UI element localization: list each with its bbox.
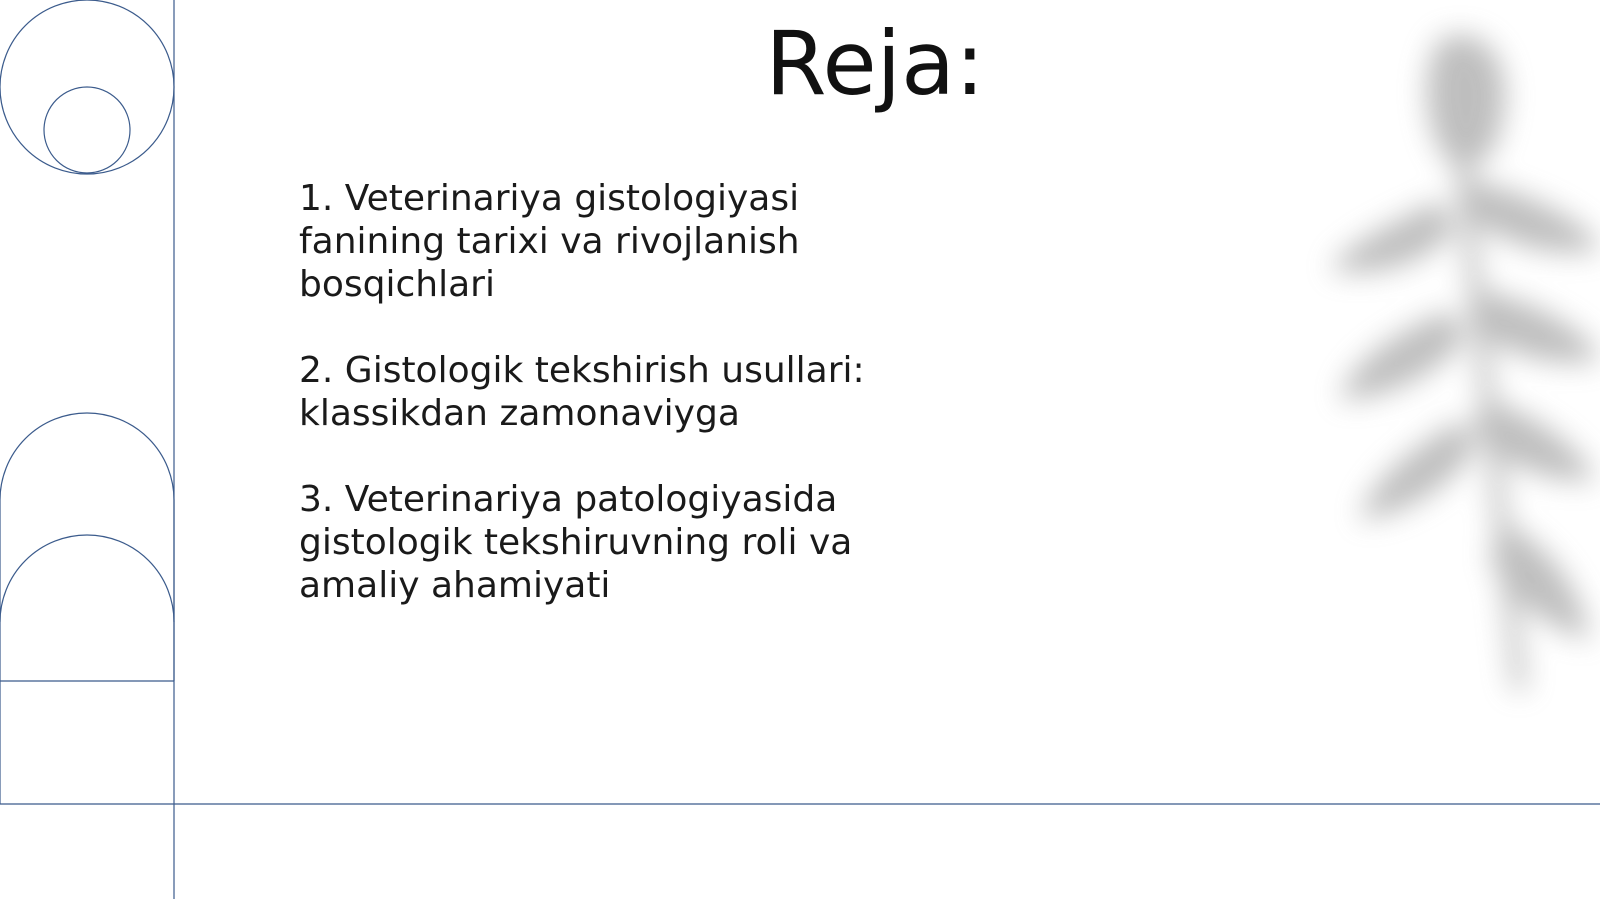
plan-item-1: 1. Veterinariya gistologiyasi fanining tarixi va rivojlanish bosqichlari bbox=[299, 178, 800, 305]
plan-list bbox=[299, 177, 939, 650]
inner-circle-shape bbox=[44, 87, 130, 173]
lower-arch-shape bbox=[0, 535, 174, 622]
blurred-leaf-shadow bbox=[1290, 0, 1600, 720]
plan-item-3: 3. Veterinariya patologiyasida gistologik tekshiruvning roli va amaliy ahamiyati bbox=[299, 479, 853, 606]
upper-arch-shape bbox=[0, 413, 174, 804]
plan-item-2: 2. Gistologik tekshirish usullari: klassikdan zamonaviyga bbox=[299, 350, 865, 434]
slide-title: Reja: bbox=[765, 12, 985, 115]
